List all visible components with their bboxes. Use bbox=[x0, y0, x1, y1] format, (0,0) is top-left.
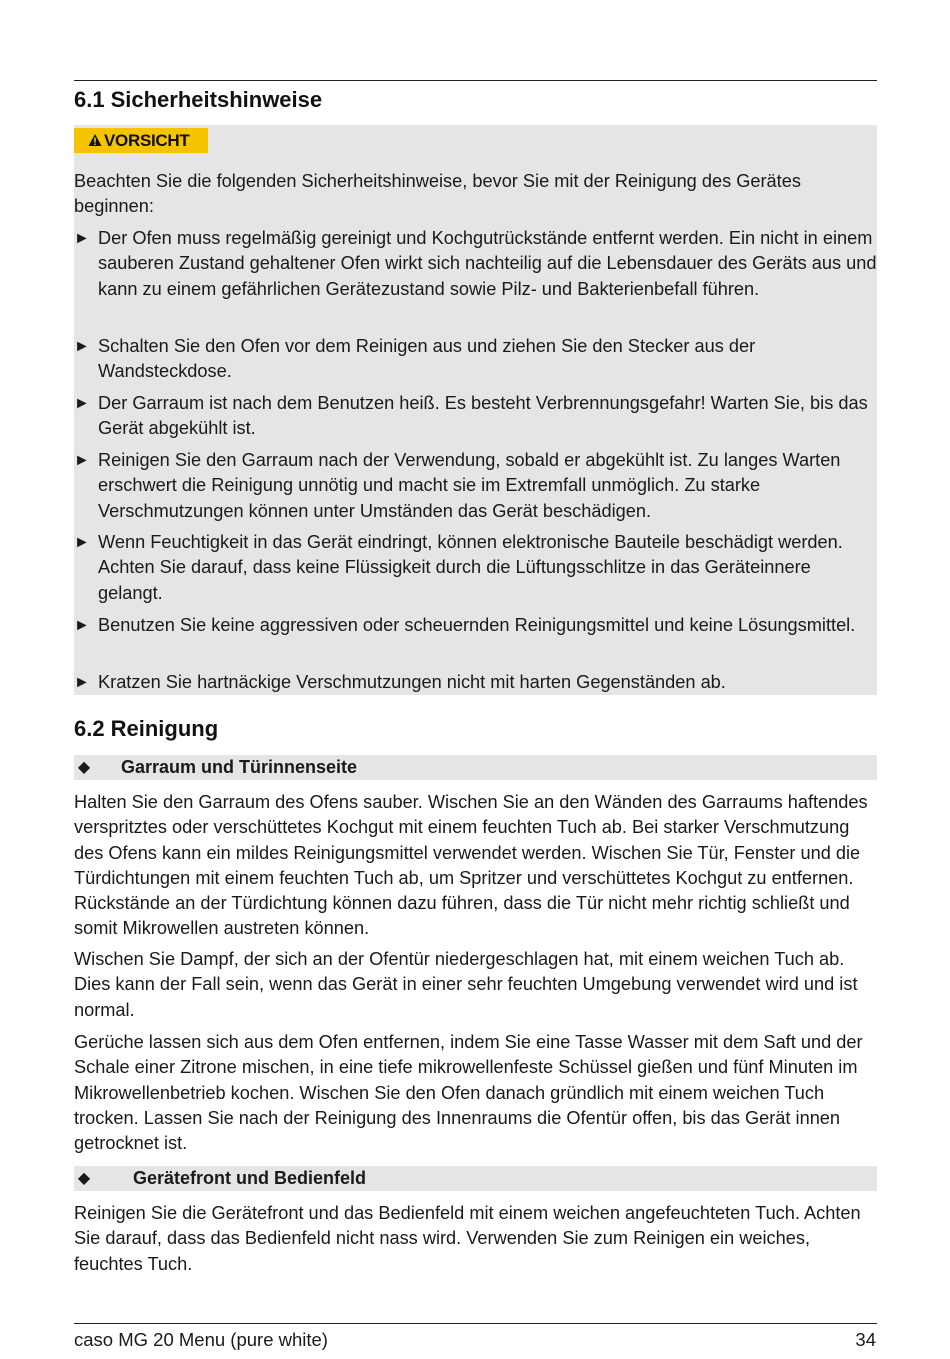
list-item bbox=[74, 448, 877, 524]
list-item-text: Wenn Feuchtigkeit in das Gerät eindringt, können elektronische Bauteile beschädigt werden. Achten Sie darauf, dass keine Flüssigkeit durch die Lüftungsschlitze in das Geräteinnere gelangt. bbox=[98, 532, 843, 603]
warning-label-text: VORSICHT bbox=[104, 131, 190, 150]
subheading-text: Garraum und Türinnenseite bbox=[121, 757, 358, 777]
paragraph: Reinigen Sie die Gerätefront und das Bedienfeld mit einem weichen angefeuchteten Tuch. Achten Sie darauf, dass das Bedienfeld nicht nass wird. Verwenden Sie zum Reinigen ein weiches, feuchtes Tuch. bbox=[74, 1203, 861, 1274]
subheading-garraum bbox=[74, 755, 877, 780]
paragraph: Gerüche lassen sich aus dem Ofen entfernen, indem Sie eine Tasse Wasser mit dem Saft und der Schale einer Zitrone mischen, in eine tiefe mikrowellenfeste Schüssel gießen und fünf Minuten im Mikrowellenbetrieb kochen. Wischen Sie den Ofen danach gründlich mit einem weichen Tuch trocken. Lassen Sie nach der Reinigung des Innenraums die Ofentür offen, bis das Gerät innen getrocknet ist. bbox=[74, 1032, 863, 1154]
diamond-bullet-icon: ◆ bbox=[77, 759, 91, 776]
bullet-arrow-icon: ► bbox=[74, 617, 90, 634]
list-item bbox=[74, 226, 877, 302]
subheading-text: Gerätefront und Bedienfeld bbox=[133, 1168, 367, 1188]
section-heading-6-1 bbox=[74, 87, 322, 113]
diamond-bullet-icon: ◆ bbox=[77, 1170, 91, 1187]
bullet-arrow-icon: ► bbox=[74, 395, 90, 412]
bullet-arrow-icon: ► bbox=[74, 338, 90, 355]
paragraph: Halten Sie den Garraum des Ofens sauber. Wischen Sie an den Wänden des Garraums haftendes verspritztes oder verschüttetes Kochgut mit einem feuchten Tuch ab. Bei starker Verschmutzung des Ofens kann ein mildes Reinigungsmittel verwendet werden. Wischen Sie Tür, Fenster und die Türdichtungen mit einem feuchten Tuch ab, um Spritzer und verschüttetes Kochgut zu entfernen. Rückstände an der Türdichtung können dazu führen, dass die Tür nicht mehr richtig schließt und somit Mikrowellen austreten können. bbox=[74, 792, 868, 939]
list-item-text: Schalten Sie den Ofen vor dem Reinigen aus und ziehen Sie den Stecker aus der Wandsteckdose. bbox=[98, 336, 756, 382]
list-item bbox=[74, 613, 877, 638]
list-item bbox=[74, 334, 877, 385]
list-item-text: Der Ofen muss regelmäßig gereinigt und Kochgutrückstände entfernt werden. Ein nicht in einem sauberen Zustand gehaltener Ofen wirkt sich nachteilig auf die Lebensdauer des Geräts aus und kann zu einem gefährlichen Gerätezustand sowie Pilz- und Bakterienbefall führen. bbox=[98, 228, 877, 299]
warning-label bbox=[74, 128, 208, 153]
section-number: 6.1 bbox=[74, 87, 105, 112]
bullet-arrow-icon: ► bbox=[74, 674, 90, 691]
bullet-arrow-icon: ► bbox=[74, 230, 90, 247]
top-rule bbox=[74, 80, 877, 81]
section-title: Reinigung bbox=[110, 716, 219, 741]
section-heading-6-2 bbox=[74, 716, 218, 742]
list-item-text: Kratzen Sie hartnäckige Verschmutzungen nicht mit harten Gegenständen ab. bbox=[98, 672, 726, 692]
list-item bbox=[74, 670, 877, 695]
section-number: 6.2 bbox=[74, 716, 105, 741]
paragraph: Wischen Sie Dampf, der sich an der Ofentür niedergeschlagen hat, mit einem weichen Tuch ab. Dies kann der Fall sein, wenn das Gerät in einer sehr feuchten Umgebung verwendet wird und ist normal. bbox=[74, 949, 858, 1020]
bullet-arrow-icon: ► bbox=[74, 452, 90, 469]
warning-triangle-icon bbox=[88, 133, 102, 147]
bullet-arrow-icon: ► bbox=[74, 534, 90, 551]
list-item bbox=[74, 391, 877, 442]
footer-rule bbox=[74, 1323, 877, 1324]
footer-product: caso MG 20 Menu (pure white) bbox=[74, 1329, 328, 1350]
section-title: Sicherheitshinweise bbox=[110, 87, 323, 112]
page-number: 34 bbox=[855, 1329, 876, 1350]
list-item-text: Der Garraum ist nach dem Benutzen heiß. Es besteht Verbrennungsgefahr! Warten Sie, bis das Gerät abgekühlt ist. bbox=[98, 393, 868, 439]
warning-intro: Beachten Sie die folgenden Sicherheitshinweise, bevor Sie mit der Reinigung des Gerätes beginnen: bbox=[74, 171, 801, 217]
list-item bbox=[74, 530, 877, 606]
list-item-text: Benutzen Sie keine aggressiven oder scheuernden Reinigungsmittel und keine Lösungsmittel. bbox=[98, 615, 856, 635]
list-item-text: Reinigen Sie den Garraum nach der Verwendung, sobald er abgekühlt ist. Zu langes Warten erschwert die Reinigung unnötig und macht sie im Extremfall unmöglich. Zu starke Verschmutzungen können unter Umständen das Gerät beschädigen. bbox=[98, 450, 841, 521]
subheading-geraetefront bbox=[74, 1166, 877, 1191]
